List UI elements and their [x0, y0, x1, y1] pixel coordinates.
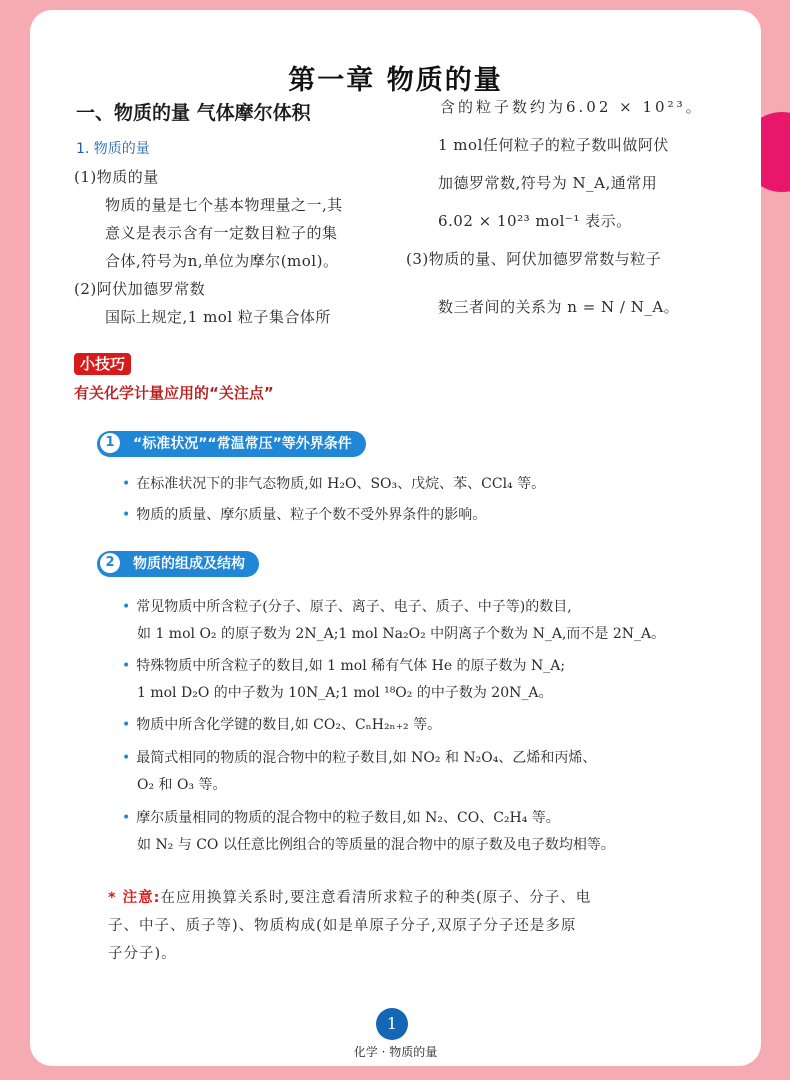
group1-pill	[97, 431, 366, 457]
group1-bullet1	[122, 473, 545, 493]
bullet-dot-icon: •	[122, 599, 131, 615]
group2-number: 2	[100, 553, 120, 573]
section-title: 一、物质的量 气体摩尔体积	[76, 102, 311, 124]
item1-line3: 合体,符号为n,单位为摩尔(mol)。	[105, 252, 339, 270]
group1-bullet1-text: 在标准状况下的非气态物质,如 H₂O、SO₃、戊烷、苯、CCl₄ 等。	[136, 476, 546, 492]
group1-bullet2-text: 物质的质量、摩尔质量、粒子个数不受外界条件的影响。	[136, 507, 487, 523]
note-line1	[108, 886, 591, 907]
group2-bullet5	[122, 807, 560, 827]
footer-text: 化学 · 物质的量	[353, 1045, 438, 1059]
bullet-dot-icon: •	[122, 750, 131, 766]
item1-line2: 意义是表示含有一定数目粒子的集	[105, 224, 338, 242]
group2-bullet5-cont: 如 N₂ 与 CO 以任意比例组合的等质量的混合物中的原子数及电子数均相等。	[137, 837, 615, 853]
group2-bullet4-cont: O₂ 和 O₃ 等。	[137, 777, 227, 793]
item1-heading: (1)物质的量	[74, 168, 159, 186]
group2-bullet2-cont: 1 mol D₂O 的中子数为 10N_A;1 mol ¹⁸O₂ 的中子数为 20N_A。	[137, 685, 553, 701]
item2-line1: 国际上规定,1 mol 粒子集合体所	[105, 308, 331, 326]
group2-bullet3-text: 物质中所含化学键的数目,如 CO₂、CₙH₂ₙ₊₂ 等。	[136, 717, 442, 733]
group2-bullet3	[122, 714, 441, 734]
right-relation-formula: 数三者间的关系为 n = N / N_A。	[438, 298, 680, 316]
group2-bullet4-text: 最简式相同的物质的混合物中的粒子数目,如 NO₂ 和 N₂O₄、乙烯和丙烯、	[136, 750, 597, 766]
document-page	[30, 10, 761, 1066]
note-line2: 子、中子、质子等)、物质构成(如是单原子分子,双原子分子还是多原	[108, 918, 577, 934]
subsection-heading: 1. 物质的量	[76, 141, 150, 157]
group2-pill	[97, 551, 259, 577]
bullet-dot-icon: •	[122, 810, 131, 826]
group2-bullet2	[122, 655, 565, 675]
note-line1-text: 在应用换算关系时,要注意看清所求粒子的种类(原子、分子、电	[160, 890, 592, 906]
group2-bullet5-text: 摩尔质量相同的物质的混合物中的粒子数目,如 N₂、CO、C₂H₄ 等。	[136, 810, 560, 826]
group2-bullet1-cont: 如 1 mol O₂ 的原子数为 2N_A;1 mol Na₂O₂ 中阴离子个数为 N_A,而不是 2N_A。	[137, 626, 666, 642]
group2-bullet4	[122, 747, 596, 767]
right-item3-heading: (3)物质的量、阿伏加德罗常数与粒子	[406, 250, 662, 268]
tip-badge: 小技巧	[74, 353, 131, 375]
note-line3: 子分子)。	[108, 946, 177, 962]
right-line3: 加德罗常数,符号为 N_A,通常用	[438, 174, 658, 192]
bullet-dot-icon: •	[122, 507, 131, 523]
bullet-dot-icon: •	[122, 717, 131, 733]
group2-bullet2-text: 特殊物质中所含粒子的数目,如 1 mol 稀有气体 He 的原子数为 N_A;	[136, 658, 566, 674]
item2-heading: (2)阿伏加德罗常数	[74, 280, 206, 298]
group2-title: 物质的组成及结构	[133, 556, 245, 572]
group1-title: “标准状况”“常温常压”等外界条件	[133, 436, 352, 452]
bullet-dot-icon: •	[122, 476, 131, 492]
bullet-dot-icon: •	[122, 658, 131, 674]
chapter-title: 第一章 物质的量	[288, 65, 503, 96]
item1-line1: 物质的量是七个基本物理量之一,其	[105, 196, 343, 214]
right-line4: 6.02 × 10²³ mol⁻¹ 表示。	[438, 212, 632, 230]
right-line1: 含的粒子数约为6.02 × 10²³。	[440, 98, 704, 116]
group2-bullet1	[122, 596, 572, 616]
note-label: * 注意:	[108, 890, 161, 906]
page-number: 1	[376, 1008, 408, 1040]
group1-bullet2	[122, 504, 486, 524]
tip-title: 有关化学计量应用的“关注点”	[74, 384, 274, 402]
right-line2: 1 mol任何粒子的粒子数叫做阿伏	[438, 136, 669, 154]
group2-bullet1-text: 常见物质中所含粒子(分子、原子、离子、电子、质子、中子等)的数目,	[136, 599, 572, 615]
group1-number: 1	[100, 433, 120, 453]
